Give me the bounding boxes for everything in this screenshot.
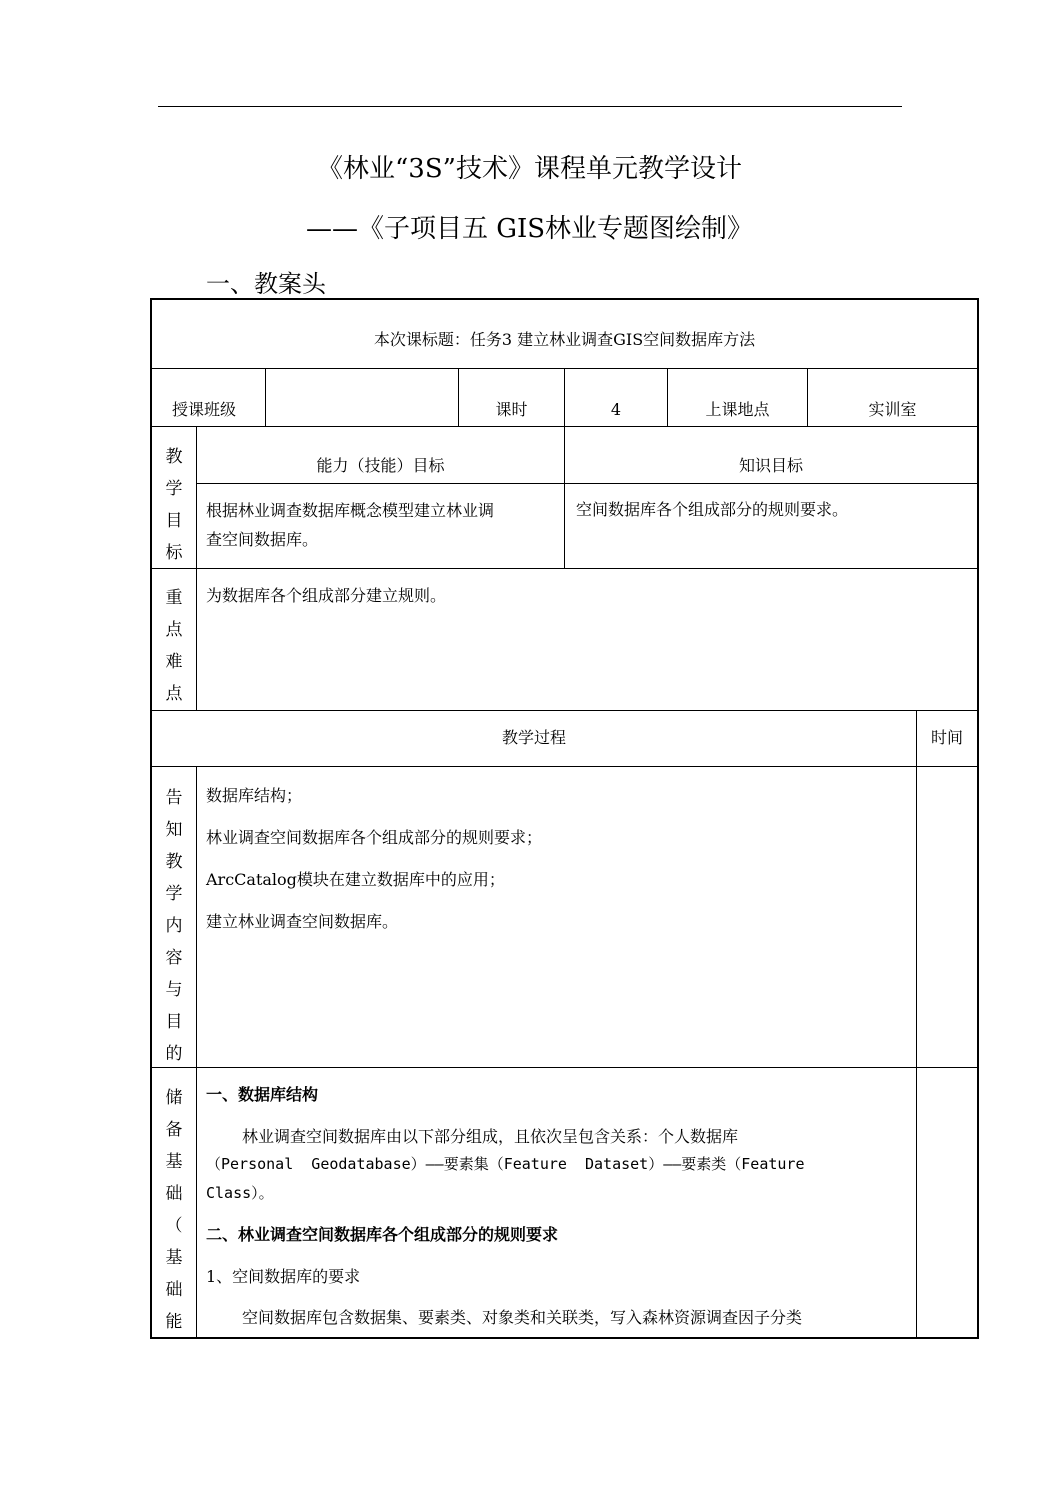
ability-header: 能力（技能）目标 xyxy=(316,456,445,475)
process-header: 教学过程 xyxy=(501,728,566,747)
knowledge-header: 知识目标 xyxy=(738,456,803,475)
header-rule xyxy=(158,106,902,107)
prep-para1-line2: （Personal Geodatabase）——要素集（Feature Dataset）——要素类（Feature xyxy=(206,1155,805,1173)
prep-para1-line1: 林业调查空间数据库由以下部分组成，且依次呈包含关系：个人数据库 xyxy=(242,1127,739,1146)
location-value: 实训室 xyxy=(868,400,917,419)
document-subtitle: ——《子项目五 GIS林业专题图绘制》 xyxy=(305,214,754,244)
inform-content xyxy=(206,782,906,950)
prep-item-1: 1、空间数据库的要求 xyxy=(206,1267,361,1286)
prep-heading-1: 一、数据库结构 xyxy=(206,1085,319,1104)
location-label: 上课地点 xyxy=(705,400,770,419)
class-label: 授课班级 xyxy=(172,400,237,419)
time-header: 时间 xyxy=(930,728,963,747)
prep-para2-line1: 空间数据库包含数据集、要素类、对象类和关联类，写入森林资源调查因子分类 xyxy=(242,1308,803,1327)
hours-value: 4 xyxy=(610,400,622,419)
objectives-label: 教 学 目 标 xyxy=(165,447,183,563)
inform-line: 建立林业调查空间数据库。 xyxy=(206,912,399,931)
ability-text: 根据林业调查数据库概念模型建立林业调 查空间数据库。 xyxy=(206,501,495,549)
keypoints-label: 重 点 难 点 xyxy=(165,588,183,704)
document-title: 《林业“3S”技术》课程单元教学设计 xyxy=(317,154,742,184)
inform-label: 告 知 教 学 内 容 与 目 的 xyxy=(165,788,183,1064)
hours-label: 课时 xyxy=(495,400,528,419)
keypoints-text: 为数据库各个组成部分建立规则。 xyxy=(206,586,447,605)
prep-heading-2: 二、林业调查空间数据库各个组成部分的规则要求 xyxy=(206,1225,559,1244)
lesson-title: 本次课标题：任务3 建立林业调查GIS空间数据库方法 xyxy=(373,330,756,349)
inform-line: 林业调查空间数据库各个组成部分的规则要求； xyxy=(206,828,543,847)
prep-para1-line3: Class）。 xyxy=(206,1184,274,1202)
inform-line: ArcCatalog模块在建立数据库中的应用； xyxy=(206,870,505,889)
prep-label: 储 备 基 础 （ 基 础 能 xyxy=(165,1088,183,1332)
inform-line: 数据库结构； xyxy=(206,786,303,805)
knowledge-text: 空间数据库各个组成部分的规则要求。 xyxy=(576,500,849,519)
section-heading: 一、教案头 xyxy=(206,270,326,298)
